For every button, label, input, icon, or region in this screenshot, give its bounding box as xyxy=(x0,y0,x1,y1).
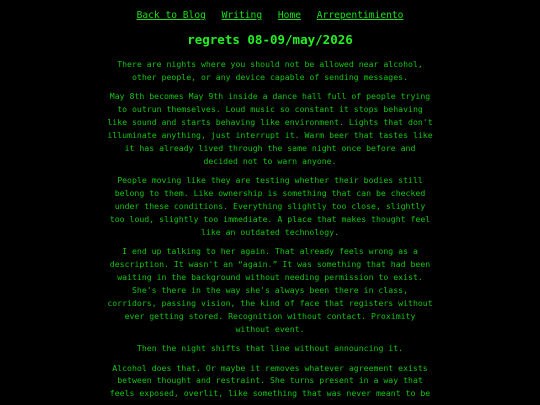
post-paragraph: Alcohol does that. Or maybe it removes whatever agreement exists between thought and restraint. She turns present in a way that feels exposed, overlit, like something that was never meant to be xyxy=(109,362,431,399)
nav-link-home[interactable]: Home xyxy=(277,10,301,21)
post-body xyxy=(100,58,440,405)
nav-link-back-to-blog[interactable]: Back to Blog xyxy=(136,10,206,21)
post-paragraph: People moving like they are testing whether their bodies still belong to them. Like ownership is something that can be checked under these conditions. Everything slightly too close, slightly too loud, slightly too immediate. A place that makes thought feel like an outdated technology. xyxy=(109,175,431,237)
nav-link-arrepentimiento[interactable]: Arrepentimiento xyxy=(316,10,404,21)
post-paragraph: I end up talking to her again. That already feels wrong as a description. It wasn't an “again.” It was something that had been waiting in the background without needing permission to exist. She's there in the way she's always been there in class, corridors, passing vision, the kind of face that registers without ever getting stored. Recognition without contact. Proximity without event. xyxy=(107,246,433,334)
post-paragraph: May 8th becomes May 9th inside a dance hall full of people trying to outrun themselves. Loud music so constant it stops behaving like sound and starts behaving like environment. Lights that don't illuminate anything, just interrupt it. Warm beer that tastes like it has already lived through the same night once before and decided not to warn anyone. xyxy=(107,91,433,166)
post-title: regrets 08-09/may/2026 xyxy=(187,32,353,47)
post-paragraph: There are nights where you should not be allowed near alcohol, other people, or any device capable of sending messages. xyxy=(117,59,423,82)
post-paragraph: Then the night shifts that line without announcing it. xyxy=(136,343,404,354)
nav-link-writing[interactable]: Writing xyxy=(221,10,263,21)
top-navigation xyxy=(0,10,540,22)
